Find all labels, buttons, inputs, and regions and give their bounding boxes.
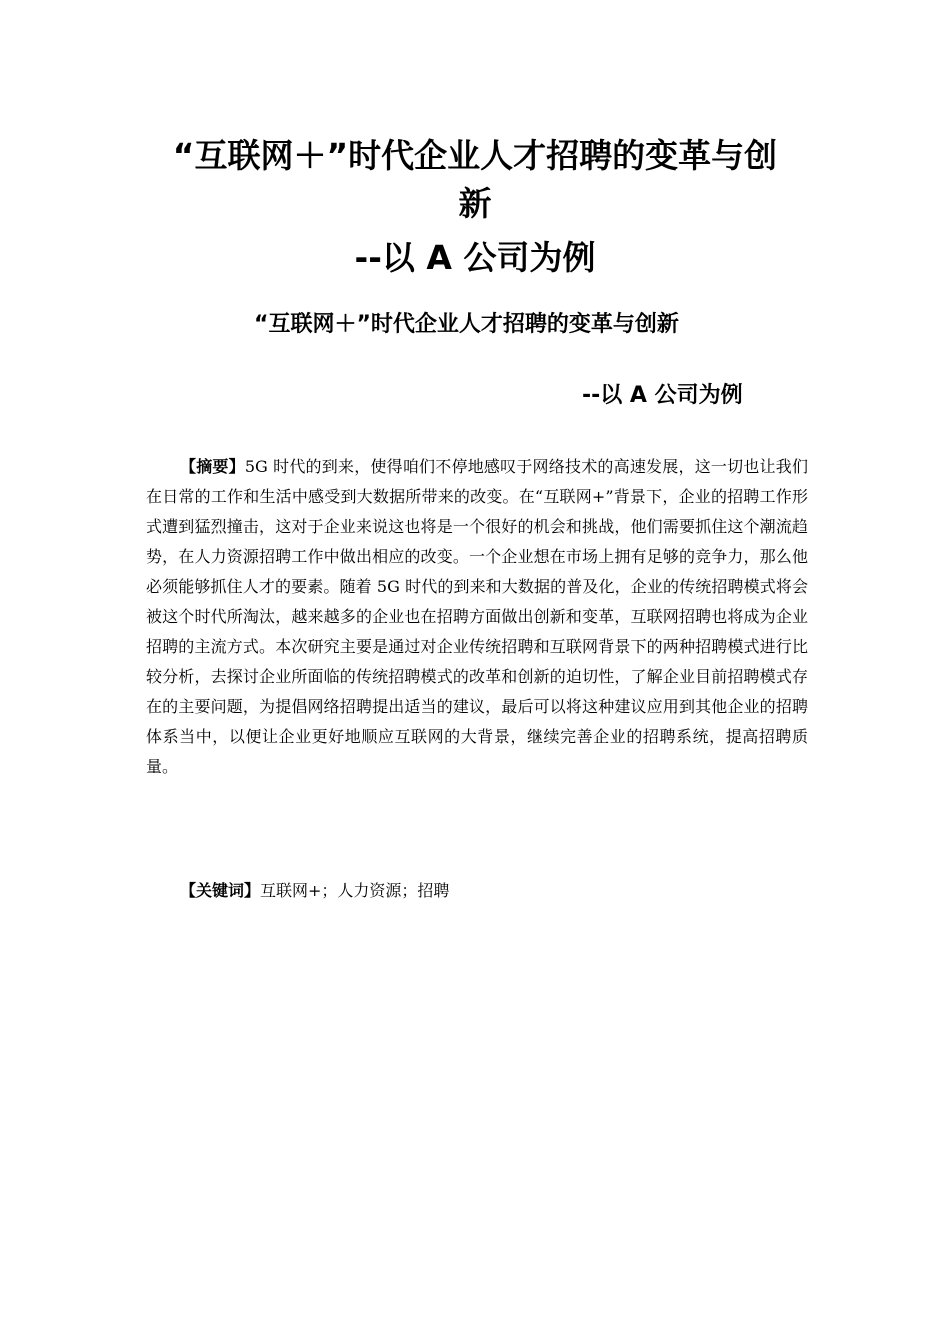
- sub-title-line-1: “互联网＋”时代企业人才招聘的变革与创新: [254, 312, 679, 337]
- keywords-text: 互联网+；人力资源；招聘: [260, 881, 450, 900]
- abstract-paragraph: [146, 452, 808, 782]
- sub-title-line-2: --以 A 公司为例: [582, 383, 743, 408]
- keywords-line: [180, 876, 449, 906]
- abstract-text: 5G 时代的到来，使得咱们不停地感叹于网络技术的高速发展，这一切也让我们在日常的工作和生活中感受到大数据所带来的改变。在“互联网+”背景下，企业的招聘工作形式遭到猛烈撞击，这对于企业来说这也将是一个很好的机会和挑战，他们需要抓住这个潮流趋势，在人力资源招聘工作中做出相应的改变。一个企业想在市场上拥有足够的竞争力，那么他必须能够抓住人才的要素。随着 5G 时代的到来和大数据的普及化，企业的传统招聘模式将会被这个时代所淘汰，越来越多的企业也在招聘方面做出创新和变革，互联网招聘也将成为企业招聘的主流方式。本次研究主要是通过对企业传统招聘和互联网背景下的两种招聘模式进行比较分析，去探讨企业所面临的传统招聘模式的改革和创新的迫切性，了解企业目前招聘模式存在的主要问题，为提倡网络招聘提出适当的建议，最后可以将这种建议应用到其他企业的招聘体系当中，以便让企业更好地顺应互联网的大背景，继续完善企业的招聘系统，提高招聘质量。: [146, 457, 808, 776]
- abstract-label: 【摘要】: [180, 457, 245, 476]
- main-title-line-2: 新: [458, 184, 492, 223]
- keywords-label: 【关键词】: [180, 881, 261, 900]
- main-title-line-3: --以 A 公司为例: [354, 238, 596, 277]
- main-title-line-1: “互联网＋”时代企业人才招聘的变革与创: [172, 136, 778, 175]
